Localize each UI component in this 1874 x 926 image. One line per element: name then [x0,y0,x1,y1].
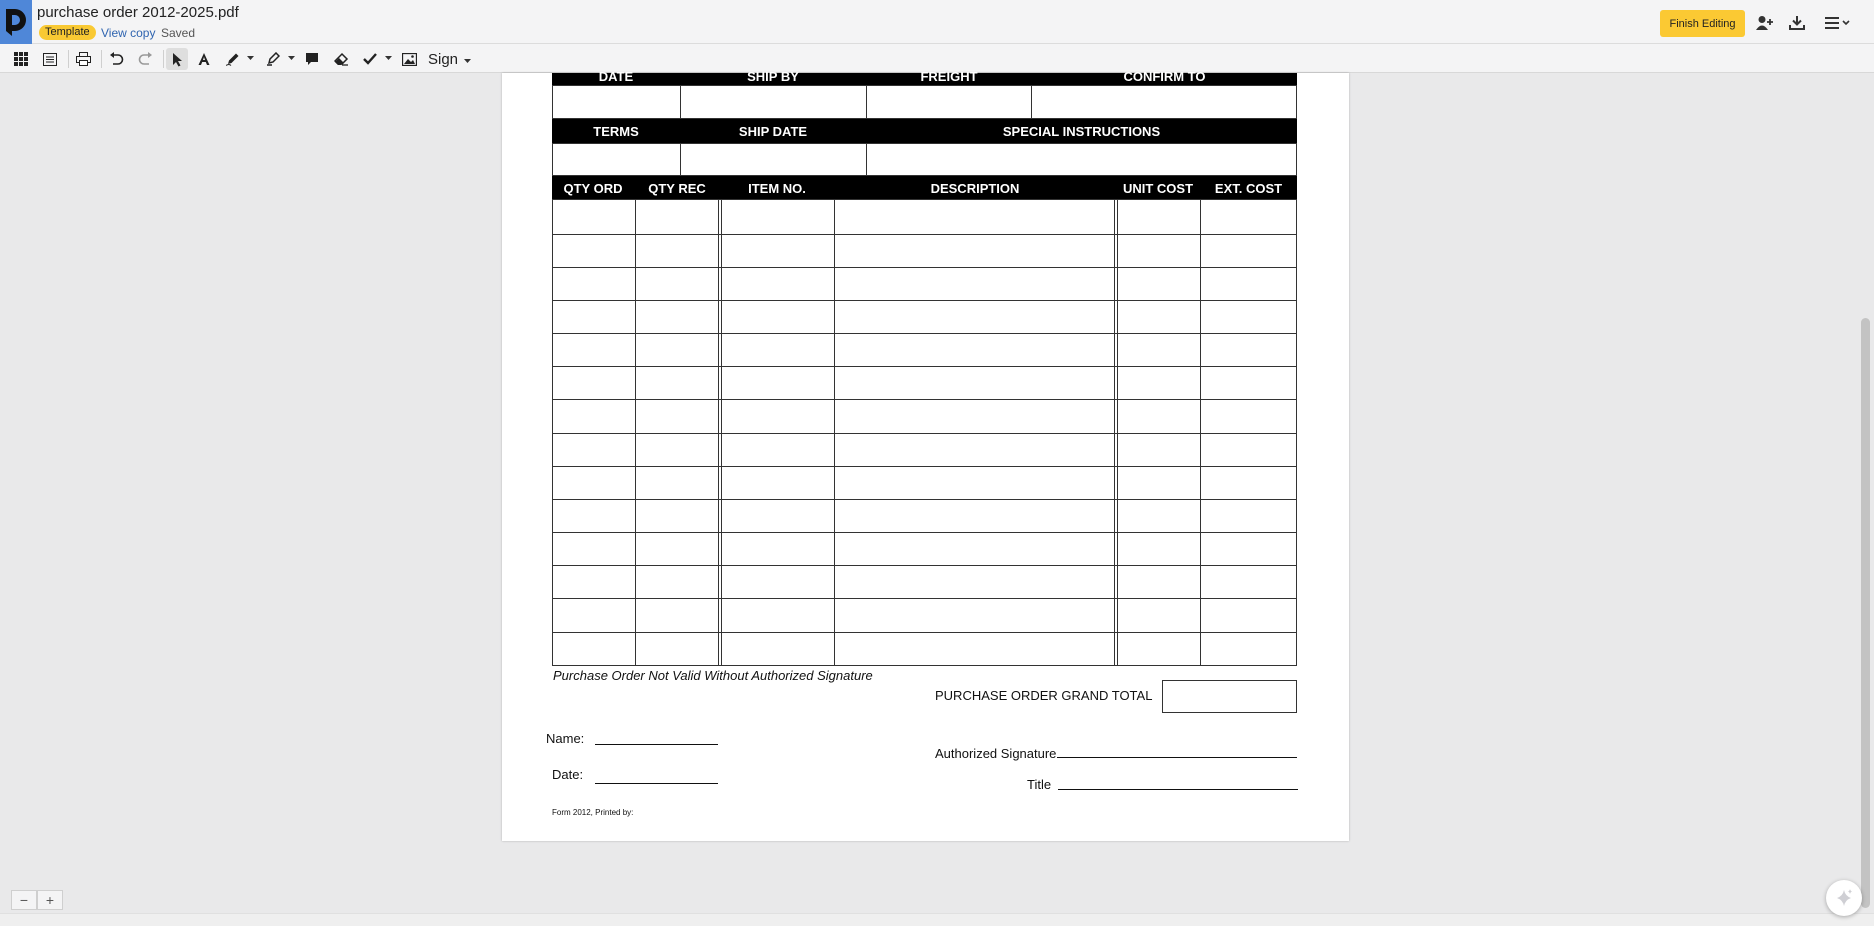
sign-dropdown[interactable] [428,48,471,70]
col-item-no-header: ITEM NO. [748,180,806,196]
row-divider [553,300,1296,301]
col-special-instructions-header: SPECIAL INSTRUCTIONS [1002,123,1161,139]
col-qty-rec-header: QTY REC [648,180,706,196]
row-divider [553,267,1296,268]
zoom-out-button[interactable]: − [11,890,37,910]
terms-field[interactable] [552,143,681,176]
pen-options-chevron-down-icon[interactable] [246,54,254,62]
toolbar-divider [101,50,102,68]
name-field[interactable] [595,744,718,745]
checkmark-options-chevron-down-icon[interactable] [384,54,392,62]
row-divider [553,565,1296,566]
items-header-bar [552,176,1297,200]
bottom-status-strip [0,913,1874,926]
form-footer-note: Form 2012, Printed by: [552,808,634,817]
name-label: Name: [546,731,585,746]
col-shipby-header: SHIP BY [747,68,799,84]
text-icon[interactable] [193,48,215,70]
grand-total-field[interactable] [1162,680,1297,713]
header-bar-row1 [552,68,1297,85]
col-freight-header: FREIGHT [920,68,978,84]
col-confirmto-header: CONFIRM TO [1123,68,1206,84]
document-title: purchase order 2012-2025.pdf [37,4,239,21]
template-badge: Template [39,25,96,40]
col-description-header: DESCRIPTION [930,180,1020,196]
undo-icon[interactable] [105,48,127,70]
sign-chevron-down-icon [464,51,471,68]
row-divider [553,466,1296,467]
sign-label: Sign [428,50,459,68]
pointer-icon[interactable] [166,48,188,70]
row-divider [553,234,1296,235]
zoom-controls [11,890,63,910]
col-shipdate-header: SHIP DATE [738,123,808,139]
highlighter-options-chevron-down-icon[interactable] [287,54,295,62]
authorized-signature-label: Authorized Signature [935,746,1057,761]
title-field[interactable] [1058,789,1298,790]
highlighter-icon[interactable] [262,48,284,70]
col-qty-ord-header: QTY ORD [563,180,623,196]
eraser-icon[interactable] [330,48,352,70]
image-icon[interactable] [398,48,420,70]
row-divider [553,333,1296,334]
row-divider [553,598,1296,599]
row-divider [553,532,1296,533]
header-bar-row2 [552,119,1297,143]
title-label: Title [1027,777,1052,792]
col-date-header: DATE [598,68,634,84]
row-divider [553,433,1296,434]
app-header [0,0,1874,44]
ship-date-field[interactable] [680,143,867,176]
checkmark-icon[interactable] [359,48,381,70]
menu-icon[interactable] [1822,12,1852,34]
download-icon[interactable] [1786,12,1808,34]
view-copy-link[interactable]: View copy [101,26,156,40]
redo-icon[interactable] [134,48,156,70]
ship-by-field[interactable] [680,85,867,119]
toolbar-divider [163,50,164,68]
thumbnails-icon[interactable] [39,48,61,70]
date-label: Date: [552,767,584,782]
date-signature-field[interactable] [595,783,718,784]
grand-total-label: PURCHASE ORDER GRAND TOTAL [935,688,1153,703]
row-divider [553,499,1296,500]
confirm-to-field[interactable] [1031,85,1297,119]
app-logo[interactable] [0,0,32,44]
pen-icon[interactable] [222,48,244,70]
zoom-in-button[interactable]: + [37,890,63,910]
col-terms-header: TERMS [593,123,639,139]
freight-field[interactable] [866,85,1032,119]
grid-icon[interactable] [10,48,32,70]
special-instructions-field[interactable] [866,143,1297,176]
row-divider [553,399,1296,400]
scrollbar-thumb[interactable] [1861,318,1870,908]
line-items-table[interactable] [552,199,1297,666]
row-divider [553,632,1296,633]
ai-assistant-sparkle-icon[interactable] [1826,880,1862,916]
validity-note: Purchase Order Not Valid Without Authorized Signature [553,668,873,683]
finish-editing-button[interactable]: Finish Editing [1660,10,1745,37]
comment-icon[interactable] [301,48,323,70]
col-ext-cost-header: EXT. COST [1214,180,1283,196]
date-field[interactable] [552,85,681,119]
authorized-signature-field[interactable] [1057,757,1297,758]
toolbar-divider [68,50,69,68]
col-unit-cost-header: UNIT COST [1122,180,1194,196]
print-icon[interactable] [72,48,94,70]
add-user-icon[interactable] [1754,12,1776,34]
save-status: Saved [161,26,196,40]
row-divider [553,366,1296,367]
